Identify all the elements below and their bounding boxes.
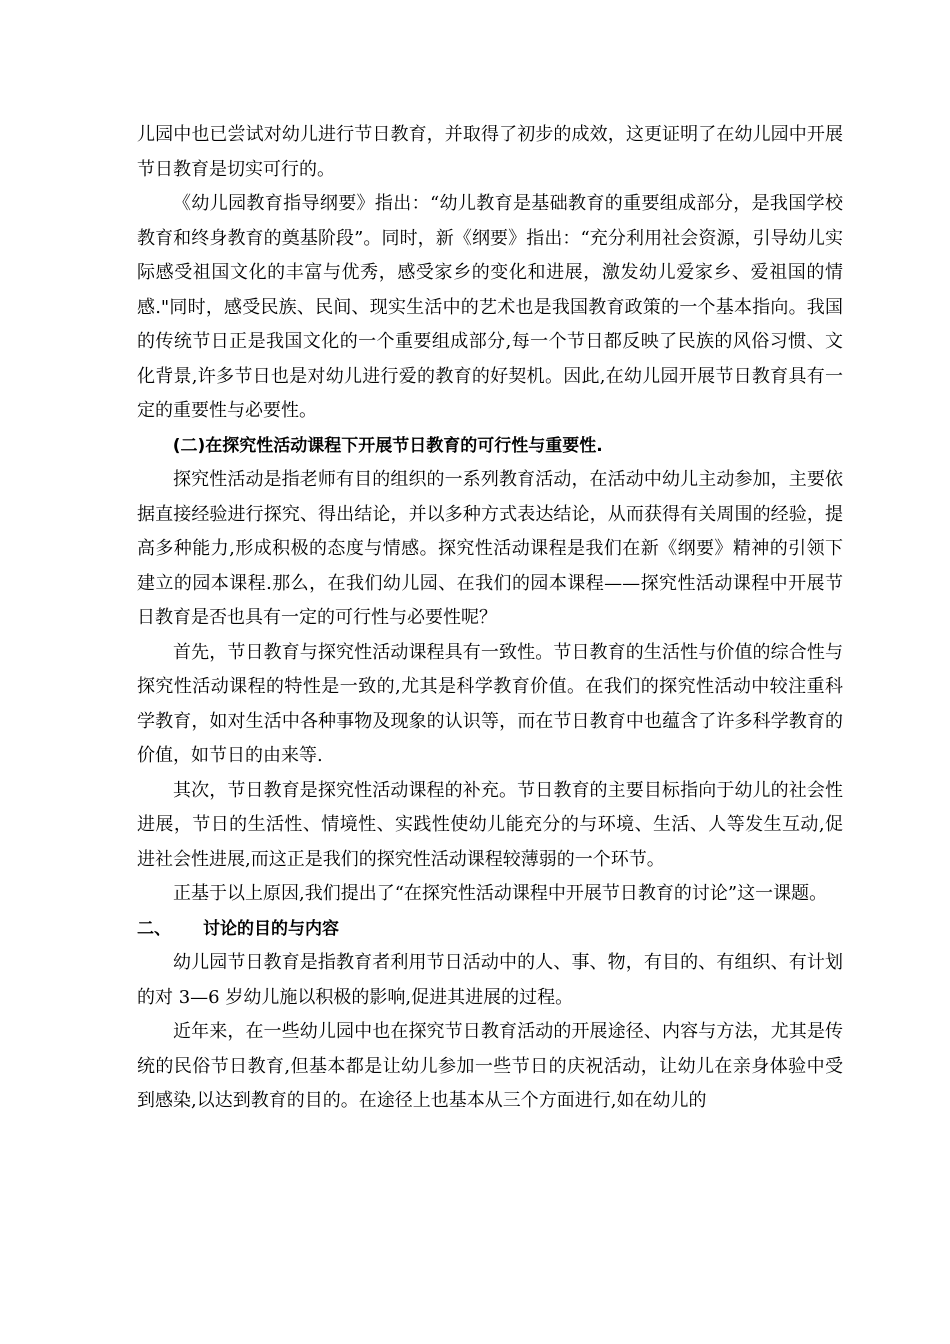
paragraph-topic-proposal: 正基于以上原因,我们提出了“在探究性活动课程中开展节日教育的讨论”这一课题。 (173, 883, 828, 904)
paragraph-first-reason: 首先，节日教育与探究性活动课程具有一致性。节日教育的生活性与价值的综合性与探究性活动课程的特性是一致的,尤其是科学教育价值。在我们的探究性活动中较注重科学教育，如对生活中各种事物及现象的认识等，而在节日教育中也蕴含了许多科学教育的价值，如节日的由来等. (137, 641, 843, 766)
paragraph-continuation: 儿园中也已尝试对幼儿进行节日教育，并取得了初步的成效，这更证明了在幼儿园中开展节日教育是切实可行的。 (137, 124, 843, 180)
paragraph-recent-years: 近年来，在一些幼儿园中也在探究节日教育活动的开展途径、内容与方法，尤其是传统的民俗节日教育,但基本都是让幼儿参加一些节日的庆祝活动，让幼儿在亲身体验中受到感染,以达到教育的目的。在途径上也基本从三个方面进行,如在幼儿的 (137, 1021, 843, 1111)
section-heading-2: (二)在探究性活动课程下开展节日教育的可行性与重要性. (172, 435, 603, 456)
chapter-heading-number: 二、 (137, 918, 171, 939)
paragraph-guideline-quote: 《幼儿园教育指导纲要》指出：“幼儿教育是基础教育的重要组成部分，是我国学校教育和终身教育的奠基阶段”。同时，新《纲要》指出：“充分利用社会资源，引导幼儿实际感受祖国文化的丰富与优秀，感受家乡的变化和进展，激发幼儿爱家乡、爱祖国的情感."同时，感受民族、民间、现实生活中的艺术也是我国教育政策的一个基本指向。我国的传统节日正是我国文化的一个重要组成部分,每一个节日都反映了民族的风俗习惯、文化背景,许多节日也是对幼儿进行爱的教育的好契机。因此,在幼儿园开展节日教育具有一定的重要性与必要性。 (137, 193, 843, 421)
paragraph-inquiry-activity: 探究性活动是指老师有目的组织的一系列教育活动，在活动中幼儿主动参加，主要依据直接经验进行探究、得出结论，并以多种方式表达结论，从而获得有关周围的经验，提高多种能力,形成积极的态度与情感。探究性活动课程是我们在新《纲要》精神的引领下建立的园本课程.那么，在我们幼儿园、在我们的园本课程——探究性活动课程中开展节日教育是否也具有一定的可行性与必要性呢？ (137, 469, 843, 628)
document-page (137, 118, 843, 1119)
paragraph-definition: 幼儿园节日教育是指教育者利用节日活动中的人、事、物，有目的、有组织、有计划的对 3—6 岁幼儿施以积极的影响,促进其进展的过程。 (137, 952, 843, 1008)
chapter-heading-text: 讨论的目的与内容 (203, 918, 339, 939)
chapter-heading (137, 912, 843, 947)
paragraph-second-reason: 其次，节日教育是探究性活动课程的补充。节日教育的主要目标指向于幼儿的社会性进展，节日的生活性、情境性、实践性使幼儿能充分的与环境、生活、人等发生互动,促进社会性进展,而这正是我们的探究性活动课程较薄弱的一个环节。 (137, 779, 843, 870)
